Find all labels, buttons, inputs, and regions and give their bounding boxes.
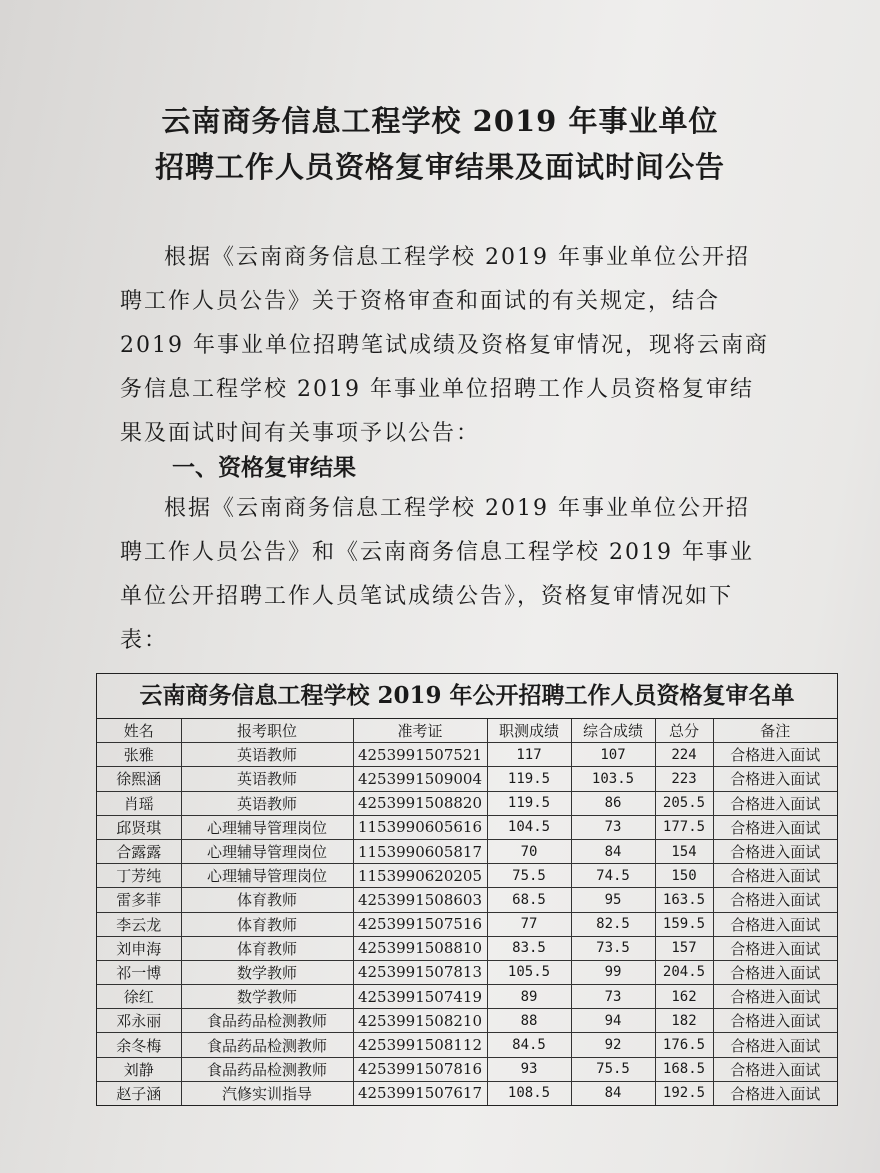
- section-line: 表：: [120, 628, 169, 653]
- cell-aptitude-score: 68.5: [487, 888, 571, 912]
- cell-total: 150: [655, 864, 713, 888]
- cell-aptitude-score: 108.5: [487, 1081, 571, 1105]
- header-remarks: 备注: [713, 719, 837, 743]
- cell-aptitude-score: 119.5: [487, 791, 571, 815]
- results-table: [97, 719, 837, 1105]
- cell-name: 邱贤琪: [97, 815, 181, 839]
- cell-position: 英语教师: [181, 743, 353, 767]
- cell-total: 204.5: [655, 960, 713, 984]
- cell-general-score: 73: [571, 815, 655, 839]
- cell-total: 224: [655, 743, 713, 767]
- cell-general-score: 99: [571, 960, 655, 984]
- cell-remarks: 合格进入面试: [713, 1009, 837, 1033]
- cell-general-score: 92: [571, 1033, 655, 1057]
- cell-remarks: 合格进入面试: [713, 815, 837, 839]
- cell-name: 丁芳纯: [97, 864, 181, 888]
- cell-ticket: 4253991507516: [353, 912, 487, 936]
- cell-total: 162: [655, 985, 713, 1009]
- cell-remarks: 合格进入面试: [713, 985, 837, 1009]
- cell-ticket: 1153990605616: [353, 815, 487, 839]
- cell-ticket: 4253991508810: [353, 936, 487, 960]
- cell-position: 心理辅导管理岗位: [181, 864, 353, 888]
- cell-general-score: 103.5: [571, 767, 655, 791]
- cell-ticket: 4253991508603: [353, 888, 487, 912]
- section-heading: 一、资格复审结果: [172, 455, 356, 481]
- table-row: [97, 960, 837, 984]
- cell-position: 英语教师: [181, 767, 353, 791]
- cell-name: 李云龙: [97, 912, 181, 936]
- table-row: [97, 888, 837, 912]
- cell-aptitude-score: 105.5: [487, 960, 571, 984]
- cell-aptitude-score: 88: [487, 1009, 571, 1033]
- header-ticket: 准考证: [353, 719, 487, 743]
- cell-remarks: 合格进入面试: [713, 839, 837, 863]
- cell-position: 食品药品检测教师: [181, 1057, 353, 1081]
- table-row: [97, 1009, 837, 1033]
- cell-name: 祁一博: [97, 960, 181, 984]
- cell-name: 刘静: [97, 1057, 181, 1081]
- cell-general-score: 95: [571, 888, 655, 912]
- cell-total: 154: [655, 839, 713, 863]
- header-total: 总分: [655, 719, 713, 743]
- qualification-table: [96, 673, 838, 1106]
- section-line: 聘工作人员公告》和《云南商务信息工程学校 2019 年事业: [120, 540, 754, 565]
- cell-total: 176.5: [655, 1033, 713, 1057]
- cell-remarks: 合格进入面试: [713, 1033, 837, 1057]
- cell-aptitude-score: 89: [487, 985, 571, 1009]
- cell-total: 223: [655, 767, 713, 791]
- cell-position: 英语教师: [181, 791, 353, 815]
- table-row: [97, 936, 837, 960]
- cell-ticket: 4253991508210: [353, 1009, 487, 1033]
- cell-aptitude-score: 84.5: [487, 1033, 571, 1057]
- cell-total: 192.5: [655, 1081, 713, 1105]
- cell-name: 邓永丽: [97, 1009, 181, 1033]
- cell-total: 205.5: [655, 791, 713, 815]
- cell-total: 182: [655, 1009, 713, 1033]
- header-aptitude-score: 职测成绩: [487, 719, 571, 743]
- cell-position: 心理辅导管理岗位: [181, 815, 353, 839]
- table-header-row: [97, 719, 837, 743]
- table-title: 云南商务信息工程学校 2019 年公开招聘工作人员资格复审名单: [97, 674, 837, 719]
- table-row: [97, 1057, 837, 1081]
- cell-general-score: 94: [571, 1009, 655, 1033]
- cell-ticket: 4253991507813: [353, 960, 487, 984]
- table-row: [97, 864, 837, 888]
- cell-ticket: 1153990620205: [353, 864, 487, 888]
- cell-aptitude-score: 70: [487, 839, 571, 863]
- intro-line: 2019 年事业单位招聘笔试成绩及资格复审情况，现将云南商: [120, 333, 769, 358]
- cell-total: 163.5: [655, 888, 713, 912]
- header-general-score: 综合成绩: [571, 719, 655, 743]
- cell-general-score: 73.5: [571, 936, 655, 960]
- cell-position: 数学教师: [181, 960, 353, 984]
- cell-name: 刘申海: [97, 936, 181, 960]
- cell-general-score: 75.5: [571, 1057, 655, 1081]
- cell-position: 食品药品检测教师: [181, 1009, 353, 1033]
- cell-ticket: 4253991507419: [353, 985, 487, 1009]
- cell-total: 177.5: [655, 815, 713, 839]
- cell-remarks: 合格进入面试: [713, 960, 837, 984]
- cell-general-score: 84: [571, 839, 655, 863]
- cell-name: 徐熙涵: [97, 767, 181, 791]
- cell-aptitude-score: 93: [487, 1057, 571, 1081]
- document-title: [0, 98, 880, 190]
- section-line: 单位公开招聘工作人员笔试成绩公告》，资格复审情况如下: [120, 584, 734, 609]
- cell-total: 159.5: [655, 912, 713, 936]
- cell-aptitude-score: 117: [487, 743, 571, 767]
- intro-line: 根据《云南商务信息工程学校 2019 年事业单位公开招: [164, 245, 750, 270]
- table-row: [97, 791, 837, 815]
- cell-ticket: 4253991507617: [353, 1081, 487, 1105]
- section-line: 根据《云南商务信息工程学校 2019 年事业单位公开招: [164, 496, 750, 521]
- cell-general-score: 82.5: [571, 912, 655, 936]
- table-row: [97, 912, 837, 936]
- cell-general-score: 74.5: [571, 864, 655, 888]
- intro-line: 务信息工程学校 2019 年事业单位招聘工作人员资格复审结: [120, 377, 754, 402]
- cell-general-score: 86: [571, 791, 655, 815]
- cell-aptitude-score: 83.5: [487, 936, 571, 960]
- header-position: 报考职位: [181, 719, 353, 743]
- cell-position: 食品药品检测教师: [181, 1033, 353, 1057]
- table-row: [97, 767, 837, 791]
- cell-ticket: 4253991508112: [353, 1033, 487, 1057]
- intro-line: 聘工作人员公告》关于资格审查和面试的有关规定，结合: [120, 289, 721, 314]
- table-row: [97, 743, 837, 767]
- table-row: [97, 985, 837, 1009]
- cell-position: 体育教师: [181, 936, 353, 960]
- table-row: [97, 1081, 837, 1105]
- cell-name: 合露露: [97, 839, 181, 863]
- cell-name: 雷多菲: [97, 888, 181, 912]
- cell-remarks: 合格进入面试: [713, 1081, 837, 1105]
- cell-ticket: 4253991507521: [353, 743, 487, 767]
- intro-line: 果及面试时间有关事项予以公告：: [120, 421, 481, 446]
- cell-position: 汽修实训指导: [181, 1081, 353, 1105]
- header-name: 姓名: [97, 719, 181, 743]
- section-paragraph: [120, 487, 760, 663]
- cell-total: 157: [655, 936, 713, 960]
- cell-general-score: 73: [571, 985, 655, 1009]
- cell-position: 体育教师: [181, 912, 353, 936]
- cell-remarks: 合格进入面试: [713, 1057, 837, 1081]
- cell-general-score: 107: [571, 743, 655, 767]
- cell-aptitude-score: 119.5: [487, 767, 571, 791]
- cell-name: 赵子涵: [97, 1081, 181, 1105]
- cell-total: 168.5: [655, 1057, 713, 1081]
- cell-remarks: 合格进入面试: [713, 936, 837, 960]
- cell-ticket: 4253991509004: [353, 767, 487, 791]
- cell-general-score: 84: [571, 1081, 655, 1105]
- cell-position: 体育教师: [181, 888, 353, 912]
- cell-remarks: 合格进入面试: [713, 767, 837, 791]
- cell-remarks: 合格进入面试: [713, 743, 837, 767]
- cell-aptitude-score: 77: [487, 912, 571, 936]
- cell-aptitude-score: 104.5: [487, 815, 571, 839]
- table-row: [97, 815, 837, 839]
- cell-remarks: 合格进入面试: [713, 912, 837, 936]
- cell-remarks: 合格进入面试: [713, 791, 837, 815]
- cell-position: 数学教师: [181, 985, 353, 1009]
- cell-remarks: 合格进入面试: [713, 888, 837, 912]
- table-row: [97, 839, 837, 863]
- cell-aptitude-score: 75.5: [487, 864, 571, 888]
- cell-name: 肖瑶: [97, 791, 181, 815]
- table-row: [97, 1033, 837, 1057]
- cell-name: 余冬梅: [97, 1033, 181, 1057]
- cell-ticket: 1153990605817: [353, 839, 487, 863]
- title-line-2: 招聘工作人员资格复审结果及面试时间公告: [154, 150, 725, 184]
- intro-paragraph: [120, 236, 769, 456]
- cell-ticket: 4253991507816: [353, 1057, 487, 1081]
- title-line-1: 云南商务信息工程学校 2019 年事业单位: [161, 104, 719, 138]
- cell-ticket: 4253991508820: [353, 791, 487, 815]
- cell-name: 张雅: [97, 743, 181, 767]
- cell-remarks: 合格进入面试: [713, 864, 837, 888]
- cell-name: 徐红: [97, 985, 181, 1009]
- cell-position: 心理辅导管理岗位: [181, 839, 353, 863]
